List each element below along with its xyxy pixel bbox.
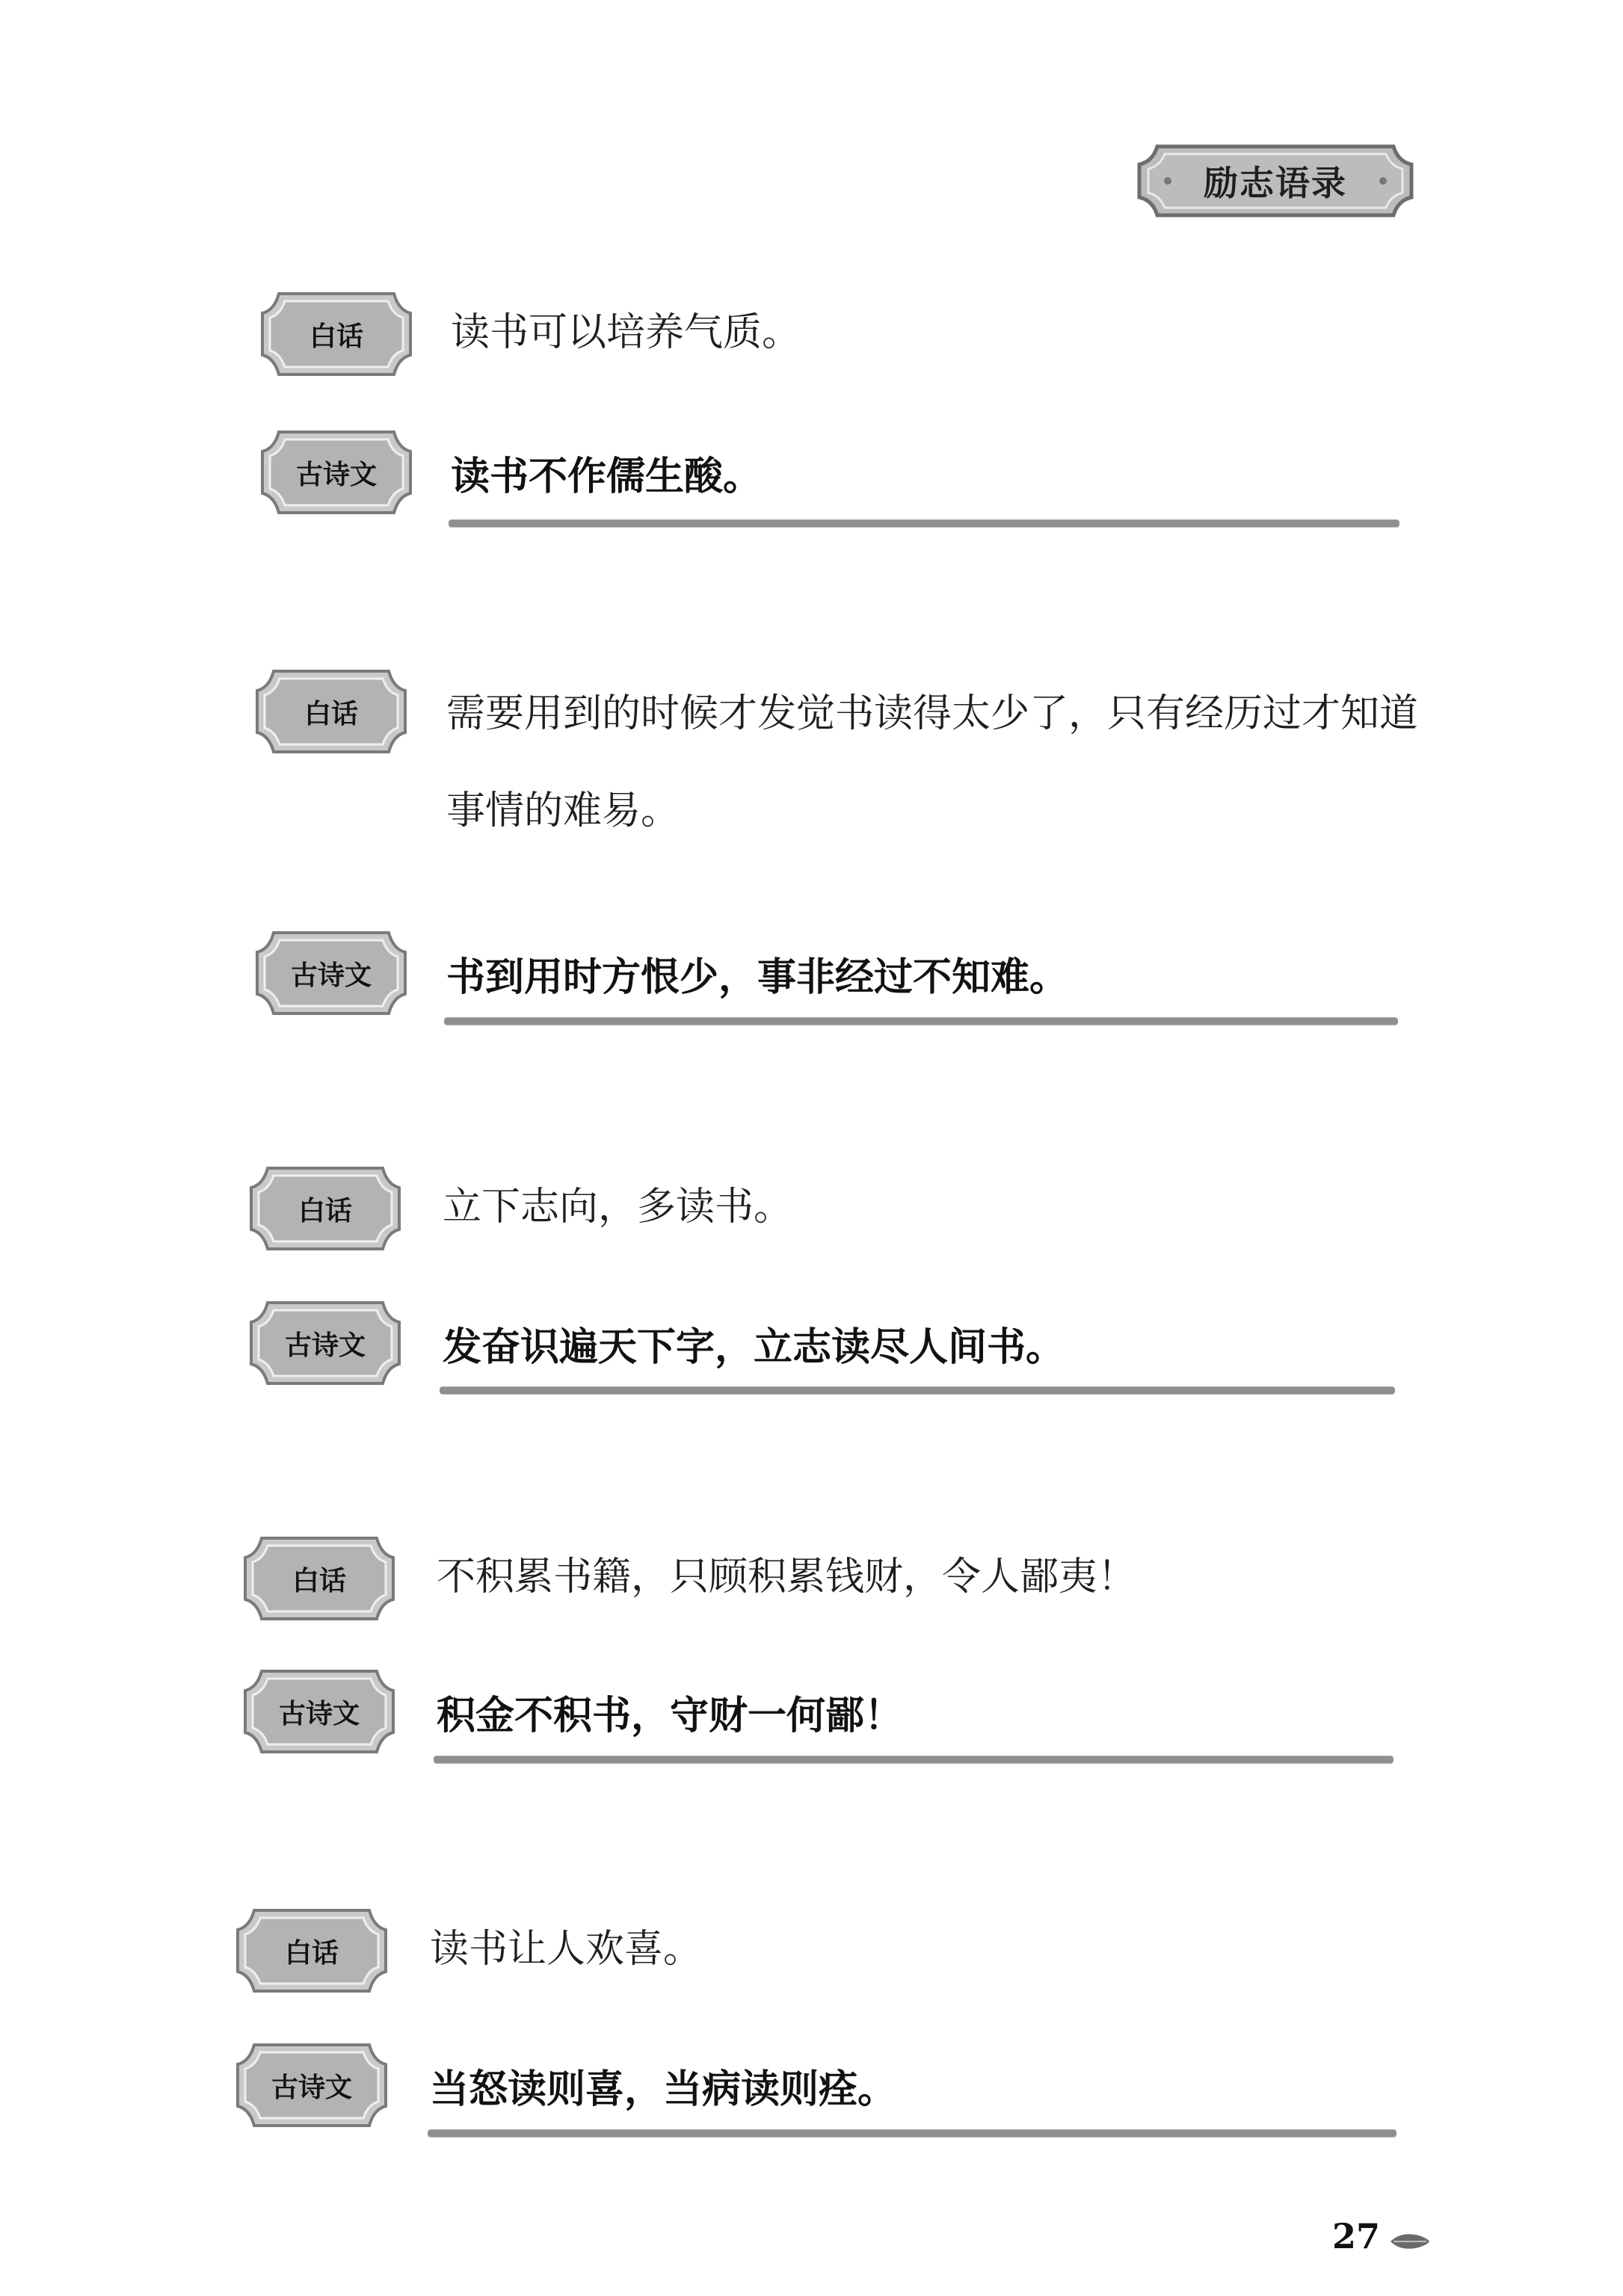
underline-rule <box>428 2130 1396 2137</box>
page-number: 27 <box>1332 2216 1381 2256</box>
underline-rule <box>434 1756 1393 1763</box>
classic-badge-label: 古诗文 <box>278 1698 360 1729</box>
section-title: 励志语录 <box>1204 163 1347 203</box>
plain-badge-label: 白话 <box>304 698 358 729</box>
classic-quote: 发奋识遍天下字，立志读尽人间书。 <box>443 1325 1065 1370</box>
plain-badge <box>233 1904 390 1997</box>
plain-badge <box>247 1162 404 1255</box>
plain-badge-label: 白话 <box>309 321 363 352</box>
underline-rule <box>444 1018 1398 1025</box>
classic-badge <box>241 1665 398 1758</box>
classic-quote: 读书不作儒生酸。 <box>451 454 763 499</box>
classic-badge-label: 古诗文 <box>295 459 377 490</box>
classic-quote: 当怒读则喜，当病读则痊。 <box>430 2067 897 2112</box>
classic-badge-label: 古诗文 <box>284 1330 366 1361</box>
plain-badge <box>258 288 415 380</box>
classic-quote: 积金不积书，守财一何鄙！ <box>437 1694 904 1738</box>
classic-badge-label: 古诗文 <box>290 960 372 991</box>
classic-badge <box>258 426 415 519</box>
underline-rule <box>440 1387 1395 1394</box>
plain-quote: 不积累书籍，只顾积累钱财，令人鄙夷！ <box>437 1555 1137 1599</box>
classic-badge <box>233 2039 390 2132</box>
classic-quote: 书到用时方恨少，事非经过不知难。 <box>446 955 1069 1000</box>
plain-quote: 读书可以培养气质。 <box>451 310 801 355</box>
plain-badge <box>253 665 410 758</box>
classic-badge <box>247 1297 404 1389</box>
leaf-ornament-icon <box>1389 2231 1431 2252</box>
classic-badge <box>253 927 410 1019</box>
underline-rule <box>449 520 1399 527</box>
plain-quote: 读书让人欢喜。 <box>430 1927 703 1972</box>
plain-quote: 立下志向，多读书。 <box>443 1185 793 1229</box>
section-tag <box>1135 142 1416 220</box>
plain-badge <box>241 1532 398 1625</box>
plain-badge-label: 白话 <box>298 1195 352 1226</box>
plain-quote: 需要用到的时候才发觉书读得太少了，只有经历过才知道事情的难易。 <box>446 691 1419 833</box>
classic-badge-label: 古诗文 <box>271 2072 352 2103</box>
plain-badge-label: 白话 <box>292 1565 346 1596</box>
plain-badge-label: 白话 <box>284 1937 339 1969</box>
